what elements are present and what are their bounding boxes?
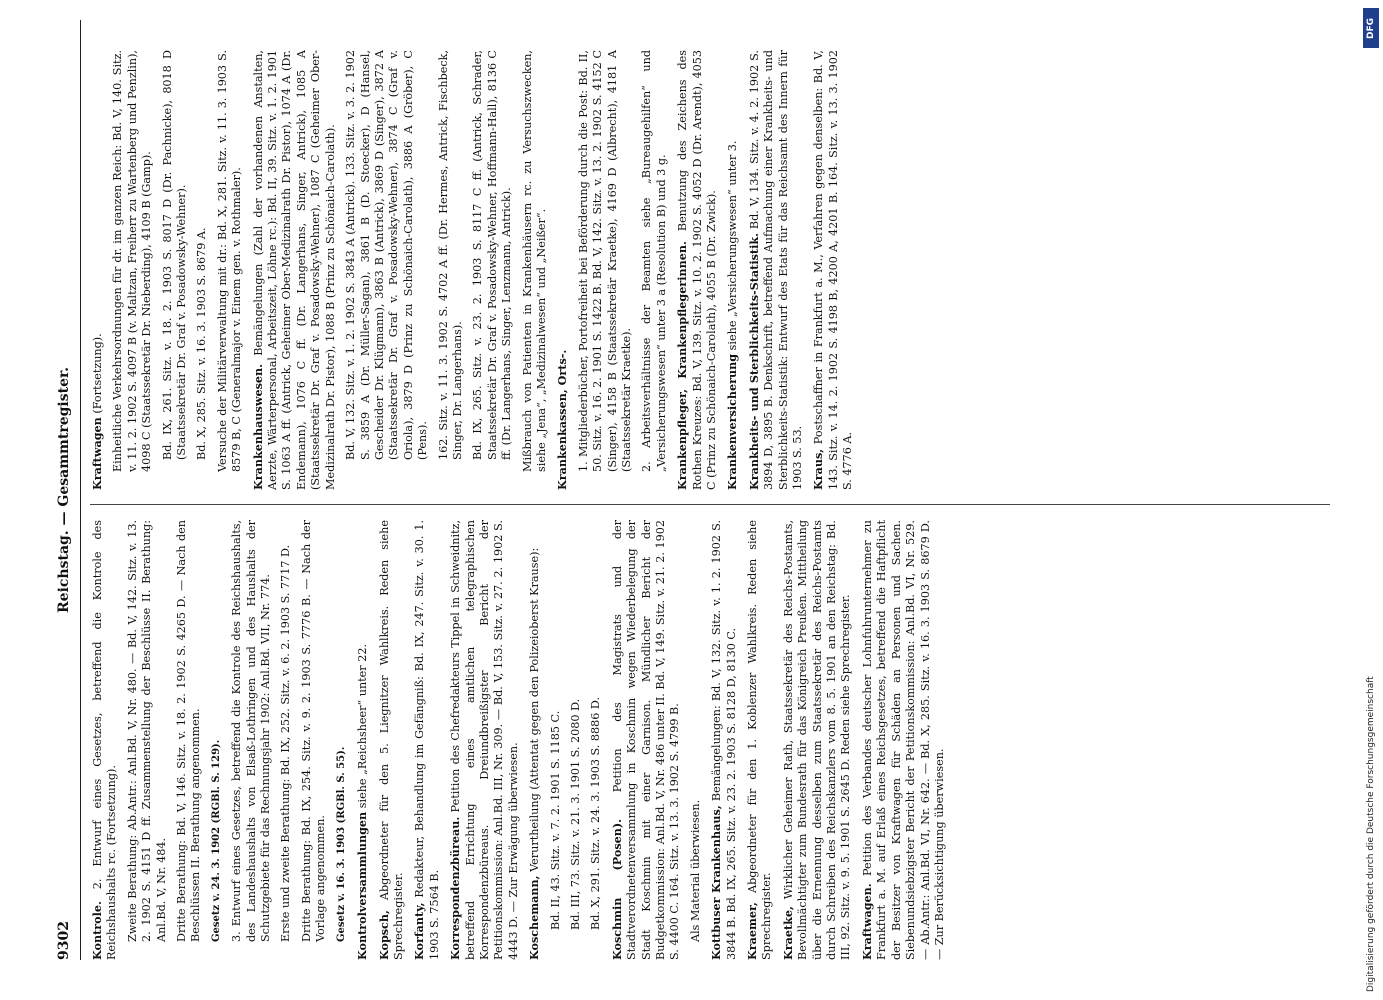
entry-text: siehe „Versicherungswesen“ unter 3. <box>726 140 740 351</box>
entry-heading: Kontrole. <box>90 901 104 960</box>
entry-text: Benutzung des Zeichens des Rothen Kreuzes: Bd. V, 139. Sitz. v. 10. 2. 1902 S. 4052 D (Dr. Arendt), 4053 C (Prinz zu Schönaich-Carolath), 4055 B (Dr. Zwick). <box>676 50 719 490</box>
entry-heading: Koschemann, <box>527 875 542 960</box>
entry-text: Verurtheilung (Attentat gegen den Polizeioberst Krause): <box>528 547 542 872</box>
reference-line: Bd. II, 43. Sitz. v. 7. 2. 1901 S. 1185 C. <box>548 710 562 930</box>
page-title: Reichstag. — Gesammtregister. <box>56 367 72 613</box>
page-header <box>50 20 80 960</box>
register-entry <box>251 50 338 490</box>
entry-heading: Kraemer, <box>745 902 760 960</box>
law-citation: Gesetz v. 24. 3. 1902 (RGBl. S. 129). <box>210 739 222 942</box>
register-entry <box>610 520 683 960</box>
dfg-logo: DFG <box>1363 8 1379 48</box>
entry-text: siehe „Reichsheer“ unter 22. <box>356 644 370 809</box>
reference-line: Bd. X, 285. Sitz. v. 16. 3. 1903 S. 8679 A. <box>195 227 209 460</box>
right-column <box>90 50 1330 490</box>
register-entry <box>725 50 740 490</box>
entry-heading: Krankenhauswesen. <box>250 363 265 490</box>
entry-heading: Krankenversicherung <box>725 353 740 490</box>
reference-line: Bd. V, 132. Sitz. v. 1. 2. 1902 S. 3843 A (Antrick). 133. Sitz. v. 3. 2. 1902 S. 3859 A (Dr. Müller-Sagan), 3861 B (D. Stoecker), D (Hansel, Gescheider Dr. Klügmann), 3863 B (Antrick), 3869 D (Singer), 3872 A (Staatssekretär Dr. Graf v. Posadowsky-Wehner), 3874 C (Graf v. Oriola), 3879 D (Prinz zu Schönaich-Carolath), 3886 A (Gröber), C (Pens). <box>344 50 430 460</box>
entry-heading: Koschmin (Posen). <box>609 818 624 960</box>
sub-entry: Als Material überwiesen. <box>688 799 702 942</box>
entry-heading: Krankenkassen, Orts-. <box>555 349 570 490</box>
sub-entry: Einheitliche Verkehrsordnungen für dr. im ganzen Reich: Bd. V, 140. Sitz. v. 11. 2. 1902 S. 4097 B (v. Maltzan, Freiherr zu Wartenberg und Penzlin), 4098 C (Staatssekretär Dr. Nieberding), 4109 B (Gamp). <box>111 50 154 472</box>
entry-heading: Kraus, <box>811 448 826 490</box>
entry-text: Redakteur, Behandlung im Gefängniß: Bd. IX, 247. Sitz. v. 30. 1. 1903 S. 7564 B. <box>413 520 441 960</box>
sub-entry: Zweite Berathung: Ab.Antr.: Anl.Bd. V, Nr. 480. — Bd. V, 142. Sitz. v. 13. 2. 1902 S. 4151 D ff. Zusammenstellung der Beschlüsse II. Berathung: Anl.Bd. V, Nr. 484. <box>125 520 168 942</box>
reference-line: Bd. X, 291. Sitz. v. 24. 3. 1903 S. 8886 D. <box>589 696 603 930</box>
register-entry <box>811 50 855 490</box>
sub-entry: Erste und zweite Berathung: Bd. IX, 252. Sitz. v. 6. 2. 1903 S. 7717 D. <box>279 544 293 942</box>
left-column <box>90 520 1330 960</box>
register-entry <box>412 520 442 960</box>
register-entry <box>745 520 775 960</box>
register-entry <box>555 50 570 490</box>
entry-text: Postschaffner in Frankfurt a. M., Verfahren gegen denselben: Bd. V, 143. Sitz. v. 14. 2. 1902 S. 4198 B, 4200 A, 4201 B. 164. Sitz. v. 13. 3. 1902 S. 4776 A. <box>812 50 855 490</box>
header-rule <box>80 20 81 960</box>
entry-heading: Kraftwagen. <box>859 883 874 960</box>
entry-text: (Fortsetzung). <box>91 333 104 414</box>
register-entry <box>448 520 521 960</box>
register-entry <box>377 520 407 960</box>
sub-entry: Mißbrauch von Patienten in Krankenhäusern rc. zu Versuchszwecken, siehe „Jena“, „Medizinalwesen“ und „Neißer“. <box>520 50 548 472</box>
reference-line: Bd. IX, 265. Sitz. v. 23. 2. 1903 S. 8117 C ff. (Antrick, Schrader, Staatssekretär Dr. Graf v. Posadowsky-Wehner, Hoffmann-Hall), 8136 C ff. (Dr. Langerhans, Singer, Lenzmann, Antrick). <box>471 50 514 460</box>
sub-entry: Dritte Berathung: Bd. V, 146. Sitz. v. 18. 2. 1902 S. 4265 D. — Nach den Beschlüssen II. Berathung angenommen. <box>175 520 203 942</box>
sub-entry: 1. Mitgliederbücher, Portofreiheit bei Beförderung durch die Post: Bd. II, 50. Sitz. v. 16. 2. 1901 S. 1422 B. Bd. V, 142. Sitz. v. 13. 2. 1902 S. 4152 C (Singer), 4158 B (Staatssekretär Kraetke), 4169 D (Albrecht), 4181 A (Staatssekretär Kraetke). <box>576 50 633 472</box>
digitization-notice: Digitalisierung gefördert durch die Deutsche Forschungsgemeinschaft <box>1366 676 1376 992</box>
register-entry <box>675 50 719 490</box>
reference-line: Bd. III, 73. Sitz. v. 21. 3. 1901 S. 2080 D. <box>568 698 582 930</box>
entry-text: Bd. V, 134. Sitz. v. 4. 2. 1902 S. 3894 D, 3895 B. Denkschrift, betreffend Aufmachung einer Krankheits- und Sterblichkeits-Statistik: Entwurf des Etats für das Reichsamt des Innern für 1903 S. 53. <box>747 50 805 490</box>
entry-heading: Kopsch, <box>376 910 391 960</box>
register-entry <box>90 50 105 490</box>
entry-text: Petition des Verbandes deutscher Lohnfuhrunternehmer zu Frankfurt a. M. auf Erlaß eines Reichsgesetzes, betreffend die Haftpflicht der Besitzer von Kraftwagen für Schäden an Personen und Sachen. Siebenundsiebzigster Bericht der Petitionskommission: Anl.Bd. VI, Nr. 529. — Ab.Antr.: Anl.Bd. VI, Nr. 642. — Bd. X, 285. Sitz. v. 16. 3. 1903 S. 8679 D. — Zur Berücksichtigung überwiesen. <box>860 520 946 960</box>
entry-text: Abgeordneter für den 5. Liegnitzer Wahlkreis. Reden siehe Sprechregister. <box>377 520 405 960</box>
entry-heading: Krankheits- und Sterblichkeits-Statistik. <box>746 233 761 490</box>
entry-heading: Kontrolversammlungen <box>355 811 370 960</box>
entry-heading: Korrespondenzbüreau. <box>448 816 463 960</box>
entry-text: Abgeordneter für den 1. Koblenzer Wahlkreis. Reden siehe Sprechregister. <box>746 520 774 960</box>
entry-heading: Kraetke, <box>780 906 795 960</box>
entry-text: Wirklicher Geheimer Rath, Staatssekretär des Reichs-Postamts, Bevollmächtigter zum Bundesrath für das Königreich Preußen. Mittheilung über die Ernennung desselben zum Staatssekretär des Reichs-Postamts durch Schreiben des Reichskanzlers vom 8. 5. 1901 an den Reichstag: Bd. III, 92. Sitz. v. 9. 5. 1901 S. 2645 D. Reden siehe Sprechregister. <box>781 520 853 960</box>
entry-heading: Korfanty, <box>412 902 427 960</box>
register-entry <box>527 520 542 960</box>
entry-text: Petition des Chefredakteurs Tippel in Schweidnitz, betreffend Errichtung eines amtlichen telegraphischen Korrespondenzbüreaus. Dreiundbreißigster Bericht der Petitionskommission: Anl.Bd. III, Nr. 309. — Bd. V, 153. Sitz. v. 27. 2. 1902 S. 4443 D. — Zur Erwägung überwiesen. <box>449 520 520 960</box>
entry-text: Bemängelungen (Zahl der vorhandenen Anstalten, Aerzte, Wärterpersonal, Arbeitszeit, Löhne rc.): Bd. II, 39. Sitz. v. 1. 2. 1901 S. 1063 A ff. (Antrick, Geheimer Ober-Medizinalrath Dr. Pistor), 1074 A (Dr. Endemann), 1076 C ff. (Dr. Langerhans, Singer, Antrick), 1085 A (Staatssekretär Dr. Graf v. Posadowsky-Wehner), 1087 C (Geheimer Ober-Medizinalrath Dr. Pistor), 1088 B (Prinz zu Schönaich-Carolath). <box>251 50 337 490</box>
page-number: 9302 <box>56 921 72 960</box>
register-entry <box>747 50 806 490</box>
entry-text: Bemängelungen: Bd. V, 132. Sitz. v. 1. 2. 1902 S. 3844 B. Bd. IX, 265. Sitz. v. 23. 2. 1903 S. 8128 D, 8130 C. <box>710 520 738 960</box>
sub-entry: Dritte Berathung: Bd. IX, 254. Sitz. v. 9. 2. 1903 S. 7776 B. — Nach der Vorlage angenommen. <box>299 520 328 942</box>
entry-heading: Kottbuser Krankenhaus, <box>709 805 724 960</box>
sub-entry: Versuche der Militärverwaltung mit dr.: Bd. X, 281. Sitz. v. 11. 3. 1903 S. 8579 B, C (Generalmajor v. Einem gen. v. Rothmaler). <box>215 50 244 472</box>
reference-line: Bd. IX, 261. Sitz. v. 18. 2. 1903 S. 8017 D (Dr. Pachnicke), 8018 D (Staatssekretär Dr. Graf v. Posadowsky-Wehner). <box>160 50 189 460</box>
reference-line: 162. Sitz. v. 11. 3. 1902 S. 4702 A ff. (Dr. Hermes, Antrick, Fischbeck, Singer, Dr. Langerhans). <box>436 50 464 460</box>
entry-heading: Kraftwagen <box>90 417 104 490</box>
register-entry <box>90 520 120 960</box>
register-entry <box>781 520 854 960</box>
register-page <box>50 20 1350 960</box>
law-citation: Gesetz v. 16. 3. 1903 (RGBl. S. 55). <box>335 746 347 942</box>
column-divider <box>90 504 1330 505</box>
sub-entry: 3. Entwurf eines Gesetzes, betreffend die Kontrole des Reichshaushalts, des Landeshaushalts von Elsaß-Lothringen und des Haushalts der Schutzgebiete für das Rechnungsjahr 1902: Anl.Bd. VII, Nr. 774. <box>230 520 273 942</box>
register-entry <box>355 520 370 960</box>
sub-entry: 2. Arbeitsverhältnisse der Beamten siehe „Bureaugehilfen“ und „Versicherungswesen“ unter 3 a (Resolution B) und 3 g. <box>640 50 668 472</box>
register-entry <box>860 520 947 960</box>
register-entry <box>709 520 739 960</box>
entry-text: Petition des Magistrats und der Stadtverordnetenversammlung in Koschmin wegen Wiederbelegung der Stadt Koschmin mit einer Garnison. Mündlicher Bericht der Budgetkommission: Anl.Bd. V, Nr. 486 unter II. Bd. V, 149. Sitz. v. 21. 2. 1902 S. 4400 C. 164. Sitz. v. 13. 3. 1902 S. 4799 B. <box>610 520 682 960</box>
entry-text: 2. Entwurf eines Gesetzes, betreffend die Kontrole des Reichshaushalts rc. (Fortsetzung). <box>91 520 119 960</box>
entry-heading: Krankenpfleger, Krankenpflegerinnen. <box>675 241 690 490</box>
